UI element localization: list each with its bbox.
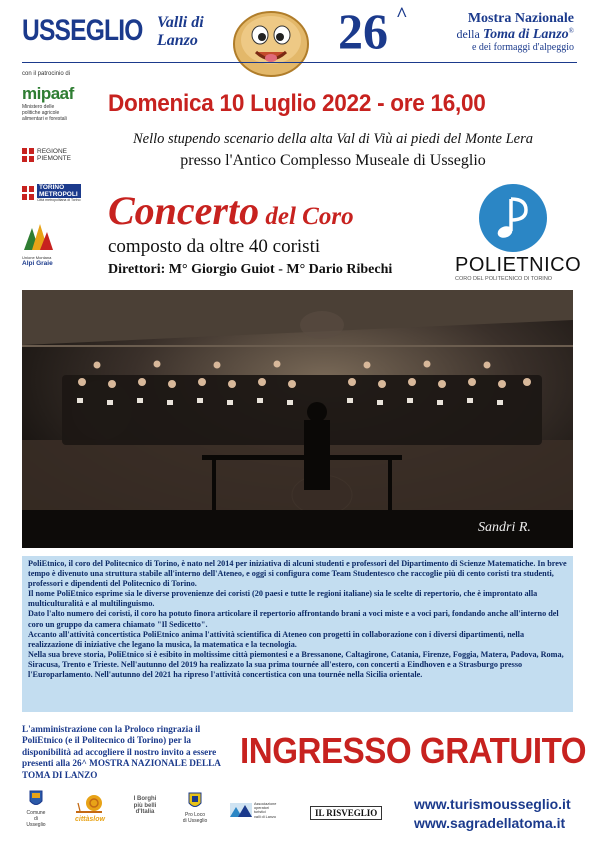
info-paragraph: Accanto all'attività concertistica PoliEtnico anima l'attività scientifica di Ateneo con progetti in collaborazione con i diversi dipartimenti, nella realizzazione di iniziative che legano la musica, la matematica e la tecnologia.	[28, 629, 525, 649]
concerto-word: Concerto	[108, 188, 260, 233]
borghi-line-3: d'Italia	[135, 809, 155, 815]
valli-di-lanzo	[157, 14, 204, 50]
torino-subtitle: Città metropolitana di Torino	[37, 198, 81, 202]
patronage-label: con il patrocinio di	[22, 71, 71, 77]
alpi-small: Unione Montana	[22, 255, 52, 260]
mostra-line-1: Mostra Nazionale	[467, 11, 574, 26]
torino-line-2: METROPOLI	[39, 191, 78, 198]
snail-icon	[74, 794, 106, 814]
mostra-line-2	[414, 25, 574, 41]
regione-line-1: REGIONE	[37, 148, 67, 155]
edition-mark: ^	[396, 4, 408, 26]
website-link-sagra[interactable]: www.sagradellatoma.it	[414, 815, 566, 831]
concerto-title	[108, 187, 354, 234]
alpi-graie-logo	[22, 222, 54, 267]
operatori-logo	[230, 802, 292, 819]
choir-photo	[22, 290, 573, 548]
comune-line-1: Comune di	[26, 810, 46, 822]
polietnico-name: POLIETNICO	[455, 254, 582, 276]
comune-crest-icon	[29, 790, 43, 808]
borghi-line-2: più belli	[133, 802, 157, 809]
mipaaf-sub-2: politiche agricole	[22, 110, 60, 116]
torino-shield-icon	[22, 186, 34, 200]
info-paragraph: Nella sua breve storia, PoliEtnico si è esibito in moltissime città piemontesi e a Bressanone, Caltagirone, Catania, Firenze, Foggia, Matera, Padova, Roma, Siracusa, Trento e Trieste. Nell'autunno del 2019 ha realizzato la sua prima tournée all'estero, con concerti a Eindhoven e a Strasburgo presso l'Europarlamento. Nell'autunno del 2021 ha ripreso l'attività concertistica con una tournée nella Sicilia orientale.	[28, 649, 564, 680]
free-entry: INGRESSO GRATUITO	[240, 730, 587, 771]
comune-line-2: Usseglio	[26, 822, 46, 828]
valli-line-2: Lanzo	[157, 32, 198, 49]
directors: Direttori: M° Giorgio Guiot - M° Dario Ribechi	[108, 262, 393, 277]
choir-concert-image	[22, 290, 573, 548]
mipaaf-sub-1: Ministero delle	[22, 104, 55, 110]
torino-metropoli-logo	[22, 184, 81, 202]
valli-line-1: Valli di	[157, 14, 204, 31]
photographer-signature: Sandri R.	[478, 520, 531, 535]
regione-piemonte-logo	[22, 148, 71, 162]
info-box	[22, 556, 573, 712]
mipaaf-text: mipaaf	[22, 84, 74, 103]
town-title: USSEGLIO	[22, 14, 143, 47]
comune-usseglio-logo	[24, 790, 48, 828]
event-scenario: Nello stupendo scenario della alta Val di Viù ai piedi del Monte Lera	[132, 131, 534, 147]
operatori-line-3: turistici	[254, 810, 266, 815]
toma-mascot-icon	[232, 8, 310, 78]
info-paragraph: Il nome PoliEtnico esprime sia le diverse provenienze dei coristi (20 paesi e tutte le regioni italiane) sia le scelte di repertorio, che è improntato alla multiculturalità e al multilinguismo.	[28, 589, 538, 609]
header-divider	[22, 62, 577, 63]
cittaslow-logo	[70, 794, 110, 823]
proloco-line-1: Pro Loco	[184, 812, 205, 818]
operatori-line-2: operatori	[254, 806, 269, 811]
operatori-line-4: valli di Lanzo	[254, 814, 276, 819]
edition-number: 26	[338, 3, 388, 59]
polietnico-subtitle: CORO DEL POLITECNICO DI TORINO	[455, 276, 553, 282]
alpi-graie-text: Alpi Graie	[22, 260, 53, 267]
risveglio-logo: IL RISVEGLIO	[310, 806, 382, 820]
operatori-line-1: Associazione	[254, 802, 277, 806]
proloco-line-2: di Usseglio	[182, 818, 208, 824]
proloco-crest-icon	[188, 792, 202, 810]
mostra-prefix: della	[456, 27, 483, 41]
thanks-text: L'amministrazione con la Proloco ringrazia il PoliEtnico (e il Politecnico di Torino) per la disponibilità ad accogliere il nostro invito a essere presenti alla 26^ MOSTRA NAZIONALE DELLA TOMA DI LANZO	[22, 724, 221, 780]
polietnico-note-icon	[478, 183, 548, 253]
borghi-line-1: I Borghi	[133, 796, 157, 802]
mountains-icon	[22, 222, 54, 250]
mipaaf-sub-3: alimentari e forestali	[22, 116, 67, 122]
registered-mark: ®	[568, 27, 574, 35]
event-date: Domenica 10 Luglio 2022 - ore 16,00	[108, 90, 486, 117]
website-link-turismo[interactable]: www.turismousseglio.it	[414, 796, 571, 812]
choristers-count: composto da oltre 40 coristi	[108, 236, 321, 257]
valleys-icon	[230, 803, 252, 817]
cittaslow-text: cittàslow	[75, 816, 105, 823]
mipaaf-subtitle	[22, 104, 74, 122]
regione-line-2: PIEMONTE	[37, 155, 71, 162]
mipaaf-logo	[22, 84, 74, 122]
event-place: presso l'Antico Complesso Museale di Usseglio	[180, 152, 486, 169]
mostra-line-3: e dei formaggi d'alpeggio	[471, 42, 574, 53]
proloco-logo	[182, 792, 208, 824]
info-paragraph: PoliEtnico, il coro del Politecnico di Torino, è nato nel 2014 per iniziativa di alcuni studenti e professori del Dipartimento di Scienze Matematiche. In breve tempo è divenuto una struttura stabile all'interno dell'Ateneo, e oggi si configura come Team Studentesco che raccoglie più di cento coristi tra studenti, professori e dipendenti del Politecnico di Torino.	[28, 559, 567, 589]
torino-text	[37, 184, 81, 202]
regione-text	[37, 148, 71, 162]
info-paragraph: Dato l'alto numero dei coristi, il coro ha potuto finora articolare il repertorio affrontando brani a voci miste e a voci pari, fondando anche all'interno del coro un gruppo da camera chiamato "Il Sedicetto".	[28, 609, 559, 629]
torino-line-1: TORINO	[39, 184, 65, 191]
toma-di-lanzo: Toma di Lanzo	[482, 27, 569, 42]
borghi-logo	[125, 796, 165, 816]
mostra-nazionale	[414, 12, 574, 54]
del-coro-words: del Coro	[259, 203, 354, 230]
piemonte-shield-icon	[22, 148, 34, 162]
